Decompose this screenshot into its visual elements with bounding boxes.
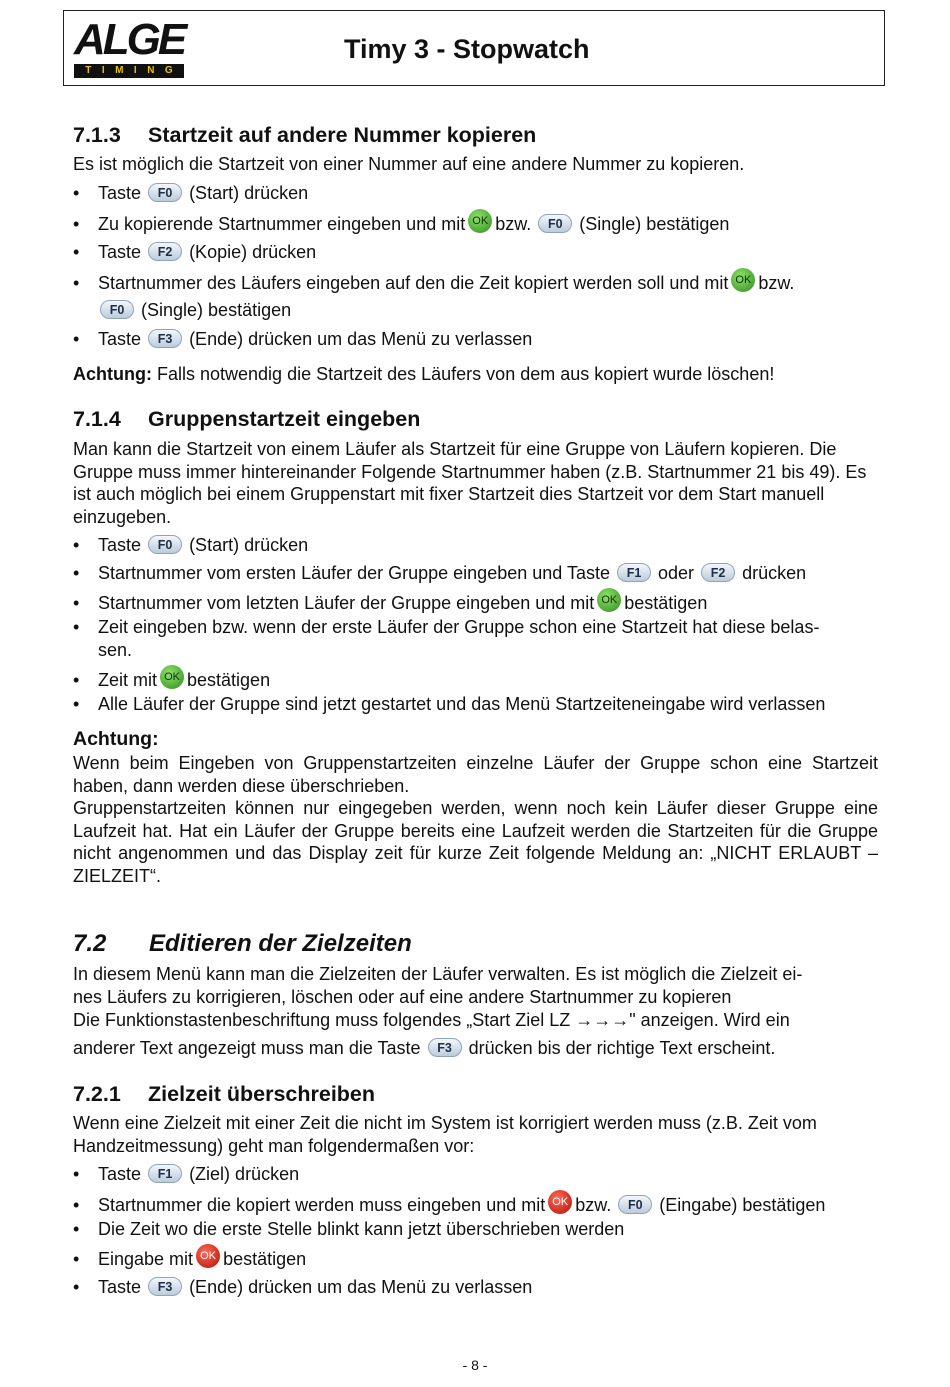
f0-key-icon: F0 xyxy=(100,300,134,319)
section-title: Gruppenstartzeit eingeben xyxy=(148,407,421,431)
bullet: • xyxy=(73,329,80,349)
logo-word: ALGE xyxy=(74,15,185,64)
list-item: • Zeit mit OK bestätigen xyxy=(73,669,878,697)
f0-key-icon: F0 xyxy=(148,183,182,202)
bullet: • xyxy=(73,617,80,637)
heading-7-2 xyxy=(73,929,412,959)
f3-key-icon: F3 xyxy=(148,1277,182,1296)
list-item: • Startnummer die kopiert werden muss eingeben und mit OK bzw. F0 (Eingabe) bestätigen xyxy=(73,1194,878,1222)
bullet: • xyxy=(73,694,80,714)
paragraph-line: Die Funktionstastenbeschriftung muss folgendes „Start Ziel LZ →→→" anzeigen. Wird ein xyxy=(73,1010,790,1030)
ok-button-icon: OK xyxy=(160,665,184,689)
page-header xyxy=(63,10,885,86)
f0-key-icon: F0 xyxy=(538,214,572,233)
paragraph-line: nes Läufers zu korrigieren, löschen oder auf eine andere Startnummer zu kopieren xyxy=(73,987,732,1007)
bullet: • xyxy=(73,1249,80,1269)
section-title: Startzeit auf andere Nummer kopieren xyxy=(148,123,537,147)
f3-key-icon: F3 xyxy=(148,329,182,348)
list-item-continuation: F0 (Single) bestätigen xyxy=(73,299,878,325)
list-item: • Eingabe mit OK bestätigen xyxy=(73,1248,878,1276)
logo-letter: I xyxy=(133,65,137,76)
heading-7-1-4 xyxy=(73,406,420,432)
list-item: • Startnummer vom ersten Läufer der Gruppe eingeben und Taste F1 oder F2 drücken xyxy=(73,563,807,583)
paragraph: Es ist möglich die Startzeit von einer Nummer auf eine andere Nummer zu kopieren. xyxy=(73,154,745,174)
list-item: • Startnummer des Läufers eingeben auf den die Zeit kopiert werden soll und mit OK bzw. xyxy=(73,272,878,300)
bullet: • xyxy=(73,670,80,690)
ok-button-icon: OK xyxy=(731,268,755,292)
bullet: • xyxy=(73,563,80,583)
logo-letter: G xyxy=(164,65,173,76)
logo-letter: T xyxy=(85,65,92,76)
logo-letter: N xyxy=(147,65,155,76)
f1-key-icon: F1 xyxy=(148,1164,182,1183)
ok-button-red-icon: OK xyxy=(548,1190,572,1214)
document-title: Timy 3 - Stopwatch xyxy=(344,34,590,64)
f0-key-icon: F0 xyxy=(148,535,182,554)
warning-heading: Achtung: xyxy=(73,728,159,750)
bullet: • xyxy=(73,214,80,234)
section-title: Editieren der Zielzeiten xyxy=(149,930,412,957)
section-number: 7.1.3 xyxy=(73,123,121,147)
alge-logo xyxy=(74,15,186,80)
bullet: • xyxy=(73,1219,80,1239)
list-item: • Taste F3 (Ende) drücken um das Menü zu verlassen xyxy=(73,1277,533,1297)
paragraph: Man kann die Startzeit von einem Läufer als Startzeit für eine Gruppe von Läufern kopieren. Die Gruppe muss immer hintereinander Folgende Startnummer haben (z.B. Startnummer 21 bis 49). Es ist auch möglich bei einem Gruppenstart mit fixer Startzeit dies Startzeit vor dem Start manuell einzugeben. xyxy=(73,439,867,527)
bullet: • xyxy=(73,1164,80,1184)
warning-paragraph: Achtung: Falls notwendig die Startzeit des Läufers von dem aus kopiert wurde löschen! xyxy=(73,364,775,384)
bullet: • xyxy=(73,1277,80,1297)
warning-paragraph: Gruppenstartzeiten können nur eingegeben werden, wenn noch kein Läufer dieser Gruppe eine Laufzeit hat. Hat ein Läufer der Gruppe bereits eine Laufzeit werden die Startzeiten für die Gruppe nicht angenommen und das Display zeit für kurze Zeit folgende Meldung an: „NICHT ERLAUBT – ZIELZEIT“. xyxy=(73,798,878,886)
section-number: 7.2.1 xyxy=(73,1082,121,1106)
bullet: • xyxy=(73,183,80,203)
logo-letter: M xyxy=(115,65,124,76)
heading-7-2-1 xyxy=(73,1081,375,1107)
ok-button-icon: OK xyxy=(468,209,492,233)
bullet: • xyxy=(73,1195,80,1215)
list-item: • Alle Läufer der Gruppe sind jetzt gestartet und das Menü Startzeiteneingabe wird verlassen xyxy=(73,694,826,714)
list-item: • Taste F0 (Start) drücken xyxy=(73,183,309,203)
paragraph: Wenn eine Zielzeit mit einer Zeit die nicht im System ist korrigiert werden muss (z.B. Zeit vom Handzeitmessung) geht man folgendermaßen vor: xyxy=(73,1113,817,1156)
list-item: • Die Zeit wo die erste Stelle blinkt kann jetzt überschrieben werden xyxy=(73,1219,625,1239)
list-item: • Taste F2 (Kopie) drücken xyxy=(73,242,317,262)
list-item: • Startnummer vom letzten Läufer der Gruppe eingeben und mit OK bestätigen xyxy=(73,592,878,620)
bullet: • xyxy=(73,535,80,555)
paragraph-line: anderer Text angezeigt muss man die Taste F3 drücken bis der richtige Text erscheint. xyxy=(73,1038,776,1058)
ok-button-red-icon: OK xyxy=(196,1244,220,1268)
bullet: • xyxy=(73,273,80,293)
list-item: • Zu kopierende Startnummer eingeben und mit OK bzw. F0 (Single) bestätigen xyxy=(73,213,878,241)
list-item: • Taste F1 (Ziel) drücken xyxy=(73,1164,300,1184)
f3-key-icon: F3 xyxy=(428,1038,462,1057)
paragraph-line: In diesem Menü kann man die Zielzeiten der Läufer verwalten. Es ist möglich die Zielzeit ei- xyxy=(73,964,803,984)
ok-button-icon: OK xyxy=(597,588,621,612)
section-number: 7.1.4 xyxy=(73,407,121,431)
f0-key-icon: F0 xyxy=(618,1195,652,1214)
logo-timing-bar xyxy=(74,64,184,78)
list-item: • Taste F0 (Start) drücken xyxy=(73,535,309,555)
section-number: 7.2 xyxy=(73,930,107,957)
warning-paragraph: Wenn beim Eingeben von Gruppenstartzeiten einzelne Läufer der Gruppe schon eine Startzeit haben, dann werden diese überschrieben. xyxy=(73,753,878,796)
f2-key-icon: F2 xyxy=(701,563,735,582)
page-number: - 8 - xyxy=(462,1357,488,1373)
f2-key-icon: F2 xyxy=(148,242,182,261)
bullet: • xyxy=(73,593,80,613)
section-title: Zielzeit überschreiben xyxy=(148,1082,376,1106)
list-item: • Zeit eingeben bzw. wenn der erste Läufer der Gruppe schon eine Startzeit hat diese belas- sen. xyxy=(73,617,820,660)
list-item: • Taste F3 (Ende) drücken um das Menü zu verlassen xyxy=(73,329,533,349)
bullet: • xyxy=(73,242,80,262)
heading-7-1-3 xyxy=(73,122,536,148)
logo-letter: I xyxy=(101,65,105,76)
f1-key-icon: F1 xyxy=(617,563,651,582)
